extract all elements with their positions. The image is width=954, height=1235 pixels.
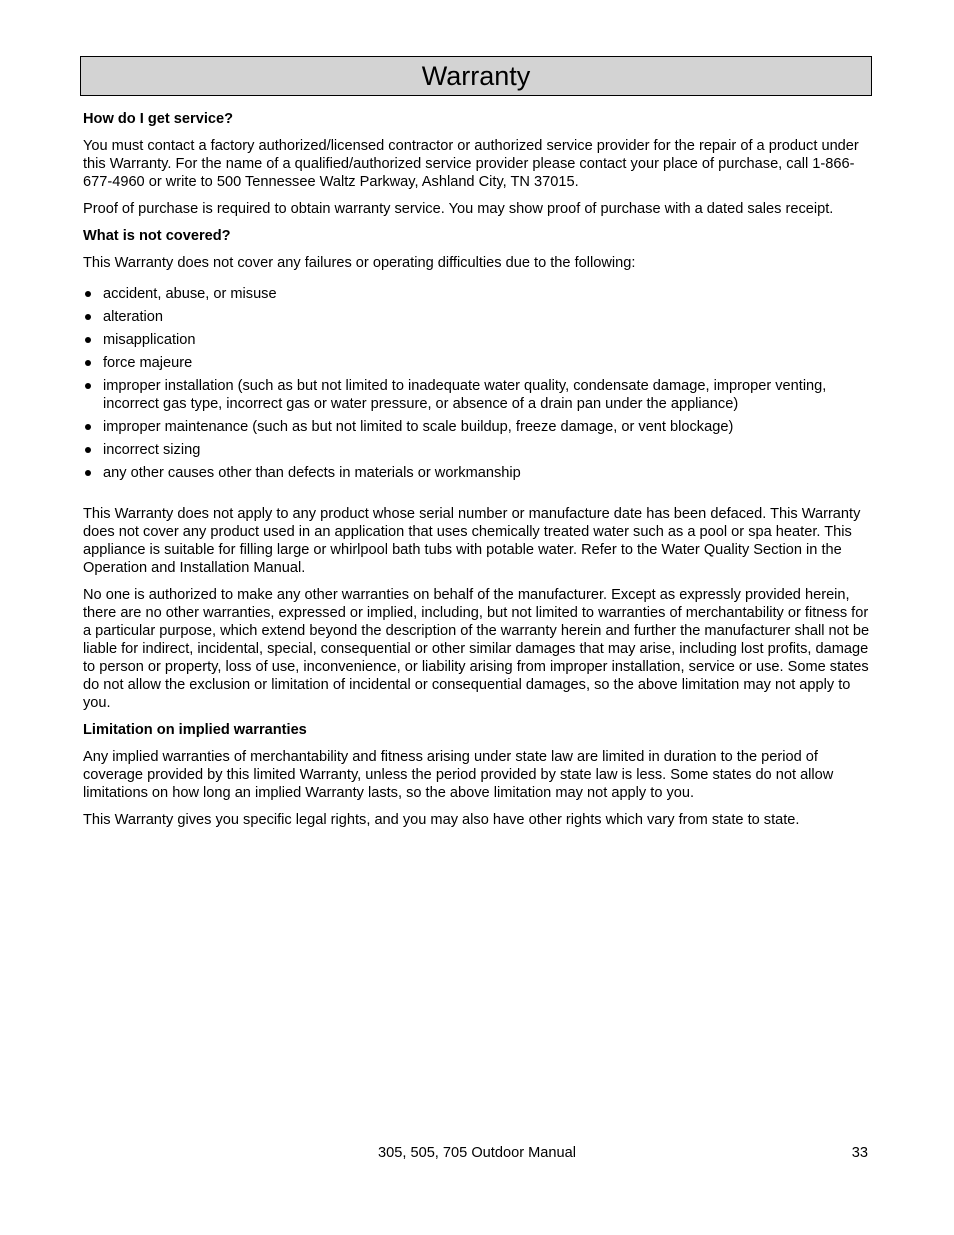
list-item: accident, abuse, or misuse <box>83 285 873 303</box>
paragraph-serial-number: This Warranty does not apply to any product whose serial number or manufacture date has been defaced. This Warranty does not cover any product used in an application that uses chemically treated water such as a pool or spa heater. This appliance is suitable for filling large or whirlpool bath tubs with potable water. Refer to the Water Quality Section in the Operation and Installation Manual. <box>83 506 861 576</box>
section-limitation <box>83 721 873 829</box>
section-heading-not-covered: What is not covered? <box>83 228 231 244</box>
not-covered-list <box>83 285 873 482</box>
list-item: improper installation (such as but not limited to inadequate water quality, condensate damage, improper venting, incorrect gas type, incorrect gas or water pressure, or absence of a drain pan under the appliance) <box>83 377 873 413</box>
page-title-banner <box>80 56 872 96</box>
section-heading-limitation: Limitation on implied warranties <box>83 722 307 738</box>
list-item: improper maintenance (such as but not limited to scale buildup, freeze damage, or vent blockage) <box>83 418 873 436</box>
paragraph-legal-rights: This Warranty gives you specific legal rights, and you may also have other rights which vary from state to state. <box>83 812 800 828</box>
section-heading-service: How do I get service? <box>83 111 234 127</box>
list-item: misapplication <box>83 331 873 349</box>
document-body <box>83 110 873 838</box>
list-item: alteration <box>83 308 873 326</box>
footer-page-number: 33 <box>851 1145 868 1161</box>
list-item: incorrect sizing <box>83 441 873 459</box>
paragraph-proof-of-purchase: Proof of purchase is required to obtain warranty service. You may show proof of purchase with a dated sales receipt. <box>83 201 834 217</box>
paragraph-implied-warranties: Any implied warranties of merchantability and fitness arising under state law are limited in duration to the period of coverage provided by this limited Warranty, unless the period provided by state law is less. Some states do not allow limitations on how long an implied Warranty lasts, so the above limitation may not apply to you. <box>83 749 834 801</box>
paragraph-service-contact: You must contact a factory authorized/licensed contractor or authorized service provider for the repair of a product under this Warranty. For the name of a qualified/authorized service provider please contact your place of purchase, call 1-866-677-4960 or write to 500 Tennessee Waltz Parkway, Ashland City, TN 37015. <box>83 138 859 190</box>
paragraph-not-covered-intro: This Warranty does not cover any failures or operating difficulties due to the following: <box>83 255 636 271</box>
footer-manual-title: 305, 505, 705 Outdoor Manual <box>378 1145 576 1161</box>
paragraph-no-other-warranties: No one is authorized to make any other warranties on behalf of the manufacturer. Except as expressly provided herein, there are no other warranties, expressed or implied, including, but not limited to warranties of merchantability or fitness for a particular purpose, which extend beyond the description of the warranty herein and further the manufacturer shall not be liable for indirect, incidental, special, consequential or other similar damages that may arise, including lost profits, damage to person or property, loss of use, inconvenience, or liability arising from improper installation, service or use. Some states do not allow the exclusion or limitation of incidental or consequential damages, so the above limitation may not apply to you. <box>83 587 870 711</box>
list-item: force majeure <box>83 354 873 372</box>
page-title: Warranty <box>421 60 531 91</box>
section-not-covered <box>83 227 873 712</box>
list-item: any other causes other than defects in materials or workmanship <box>83 464 873 482</box>
section-service <box>83 110 873 218</box>
